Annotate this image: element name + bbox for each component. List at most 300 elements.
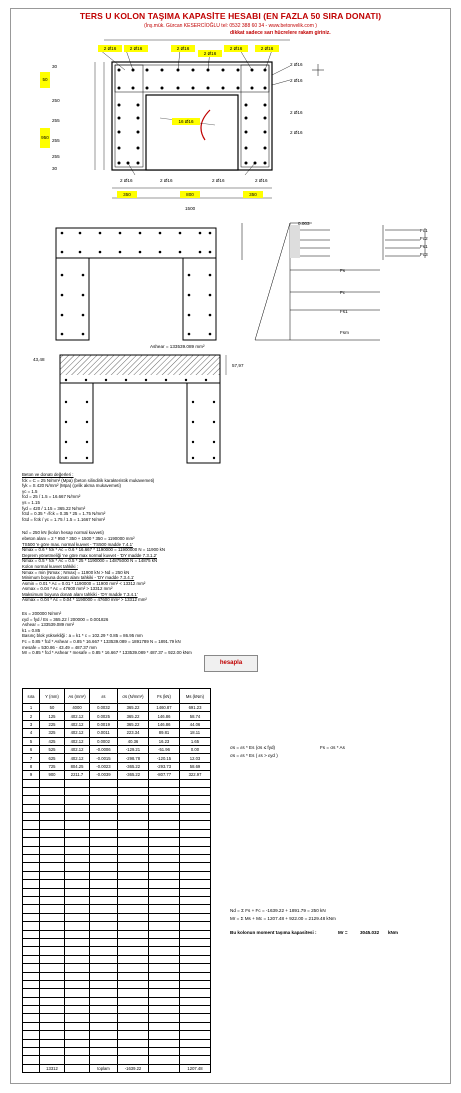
table-cell-empty	[149, 813, 180, 821]
table-cell: 0.0032	[90, 704, 118, 712]
table-row-empty	[23, 1006, 211, 1014]
table-cell-empty	[149, 804, 180, 812]
table-cell-empty	[118, 796, 149, 804]
table-cell-empty	[90, 787, 118, 795]
table-footer-cell	[23, 1064, 40, 1072]
table-cell-empty	[65, 838, 90, 846]
input-note: dikkat sadece sarı hücrelere rakam giriniz.	[230, 30, 331, 36]
table-cell-empty	[40, 964, 65, 972]
calc-line: Asmax = 0.04 * Ac = 47600 mm² > 13312 mm²	[22, 586, 113, 592]
force-fsm: Fsm	[340, 330, 349, 335]
table-cell-empty	[65, 972, 90, 980]
table-row	[23, 712, 211, 720]
table-cell-empty	[90, 821, 118, 829]
table-cell-empty	[23, 863, 40, 871]
dim-bottom-1[interactable]: 350	[117, 191, 137, 198]
dim-left-b: 250	[52, 98, 60, 103]
table-footer-cell: -1639.22	[118, 1064, 149, 1072]
table-cell-empty	[90, 813, 118, 821]
table-cell-empty	[90, 1048, 118, 1056]
table-cell-empty	[149, 913, 180, 921]
table-cell-empty	[90, 1056, 118, 1064]
table-cell: 2211.7	[65, 771, 90, 779]
table-cell-empty	[23, 821, 40, 829]
rebar-top-6[interactable]: 2 Ø16	[255, 45, 279, 52]
table-footer-cell: toplam	[90, 1064, 118, 1072]
table-cell-empty	[65, 922, 90, 930]
table-cell-empty	[65, 821, 90, 829]
table-cell-empty	[90, 880, 118, 888]
calc-line: Nmax = 0.6 * fck * Ac = 0.6 * 16.667 * 1190000 = 11900000 N = 11900 kN	[22, 547, 166, 553]
table-cell-empty	[118, 997, 149, 1005]
table-cell-empty	[180, 779, 211, 787]
table-cell: 625	[40, 754, 65, 762]
rebar-right-1: 2 Ø16	[290, 62, 303, 67]
table-cell-empty	[118, 1039, 149, 1047]
table-row	[23, 729, 211, 737]
dim-bottom-2[interactable]: 800	[180, 191, 200, 198]
table-cell: -365.22	[118, 771, 149, 779]
capacity-value: 3045.032	[360, 930, 380, 935]
table-cell-empty	[180, 997, 211, 1005]
table-cell: 402.12	[65, 729, 90, 737]
dim-left-height[interactable]: 950	[40, 128, 50, 148]
calc-line: fyd = 420 / 1.15 = 365.22 N/mm²	[22, 505, 86, 511]
table-cell-empty	[118, 1006, 149, 1014]
table-cell-empty	[23, 972, 40, 980]
table-cell-empty	[90, 913, 118, 921]
table-cell-empty	[23, 1048, 40, 1056]
table-cell-empty	[90, 838, 118, 846]
formula-c: Fs = σs * As	[320, 745, 345, 750]
table-cell-empty	[40, 905, 65, 913]
table-row-empty	[23, 846, 211, 854]
rebar-top-2[interactable]: 2 Ø16	[124, 45, 148, 52]
table-cell-empty	[65, 880, 90, 888]
table-cell-empty	[90, 1014, 118, 1022]
table-cell-empty	[118, 964, 149, 972]
table-row-empty	[23, 896, 211, 904]
table-cell: 804.25	[65, 762, 90, 770]
table-cell-empty	[40, 938, 65, 946]
table-cell-empty	[40, 1014, 65, 1022]
table-row	[23, 720, 211, 728]
table-cell-empty	[149, 1056, 180, 1064]
table-cell-empty	[118, 1014, 149, 1022]
dim-left-a: 30	[52, 64, 58, 69]
table-cell-empty	[65, 871, 90, 879]
table-cell-empty	[23, 938, 40, 946]
table-cell-empty	[118, 804, 149, 812]
table-cell-empty	[180, 888, 211, 896]
table-cell-empty	[118, 938, 149, 946]
table-cell-empty	[180, 871, 211, 879]
fc3-label: Fc3	[420, 252, 428, 257]
table-cell-empty	[180, 947, 211, 955]
table-cell: -0.0006	[90, 745, 118, 753]
table-row-empty	[23, 787, 211, 795]
calc-line: Mr = 0.85 * fcd * Ashear * mesafe = 0.85 * 16.667 * 133539.089 * 487.37 = 922.00 kNm	[22, 650, 192, 656]
table-cell: 40.36	[118, 737, 149, 745]
table-cell: 402.12	[65, 737, 90, 745]
table-cell-empty	[149, 997, 180, 1005]
calc-line: fctd = fctk / γc = 1.75 / 1.5 = 1.1667 N/mm²	[22, 516, 106, 522]
table-cell: 18.11	[180, 729, 211, 737]
rebar-bottom-2: 2 Ø16	[160, 178, 173, 183]
table-cell-empty	[90, 888, 118, 896]
table-cell-empty	[40, 980, 65, 988]
table-cell-empty	[40, 821, 65, 829]
table-footer-cell	[65, 1064, 90, 1072]
table-cell-empty	[180, 804, 211, 812]
table-row-empty	[23, 796, 211, 804]
table-cell: -807.77	[149, 771, 180, 779]
table-cell-empty	[149, 955, 180, 963]
table-cell-empty	[23, 997, 40, 1005]
table-row-empty	[23, 863, 211, 871]
table-cell-empty	[40, 796, 65, 804]
table-cell: 0.0019	[90, 720, 118, 728]
table-cell-empty	[23, 930, 40, 938]
table-cell-empty	[149, 888, 180, 896]
rebar-top-3[interactable]: 2 Ø16	[171, 45, 195, 52]
calc-line: Nd = 250 kN (kolon hesap normal kuvveti)	[22, 530, 104, 536]
table-cell-empty	[23, 1031, 40, 1039]
table-row-empty	[23, 964, 211, 972]
table-row-empty	[23, 871, 211, 879]
table-cell-empty	[40, 1022, 65, 1030]
table-cell-empty	[180, 863, 211, 871]
table-cell-empty	[180, 1014, 211, 1022]
table-cell-empty	[23, 1022, 40, 1030]
table-cell-empty	[149, 905, 180, 913]
table-cell-empty	[118, 880, 149, 888]
calc-line: εyd = fyd / Es = 365.22 / 200000 = 0.001826	[22, 616, 109, 622]
table-cell-empty	[40, 947, 65, 955]
table-row-empty	[23, 913, 211, 921]
table-cell-empty	[40, 896, 65, 904]
table-cell-empty	[23, 871, 40, 879]
table-cell-empty	[149, 779, 180, 787]
compression-block-diagram	[0, 350, 461, 470]
table-cell-empty	[180, 846, 211, 854]
table-row-empty	[23, 1048, 211, 1056]
table-cell-empty	[90, 796, 118, 804]
table-cell-empty	[65, 787, 90, 795]
table-cell-empty	[65, 779, 90, 787]
table-cell: 725	[40, 762, 65, 770]
table-cell: 0.0002	[90, 737, 118, 745]
page-title: TERS U KOLON TAŞIMA KAPASİTE HESABI (EN FAZLA 50 SIRA DONATI)	[79, 11, 382, 21]
table-cell: 58.74	[180, 712, 211, 720]
table-cell-empty	[180, 922, 211, 930]
table-cell-empty	[65, 896, 90, 904]
table-row-empty	[23, 1022, 211, 1030]
table-cell: 5	[23, 737, 40, 745]
table-cell: -298.78	[118, 754, 149, 762]
table-cell-empty	[23, 779, 40, 787]
capacity-symbol: Mr =	[338, 930, 348, 935]
table-row	[23, 704, 211, 712]
formula-a: σs = εs * Es (σs ≤ fyd)	[230, 745, 276, 750]
table-cell-empty	[65, 1039, 90, 1047]
table-cell-empty	[90, 829, 118, 837]
table-cell: 125	[40, 712, 65, 720]
table-row-empty	[23, 930, 211, 938]
table-cell-empty	[118, 896, 149, 904]
table-row-empty	[23, 779, 211, 787]
table-cell-empty	[65, 1014, 90, 1022]
table-cell-empty	[118, 972, 149, 980]
calc-line: mesafe = 530.86 - 43.49 = 487.37 mm	[22, 644, 97, 650]
rebar-bottom-1: 2 Ø16	[120, 178, 133, 183]
table-cell-empty	[65, 955, 90, 963]
force-fs: Fs	[340, 268, 346, 273]
table-cell-empty	[149, 972, 180, 980]
table-cell-empty	[180, 896, 211, 904]
table-cell-empty	[40, 813, 65, 821]
table-cell-empty	[40, 1006, 65, 1014]
table-cell: 3	[23, 720, 40, 728]
table-cell-empty	[65, 855, 90, 863]
table-cell-empty	[118, 838, 149, 846]
table-cell-empty	[23, 804, 40, 812]
table-cell-empty	[65, 1056, 90, 1064]
table-cell-empty	[23, 913, 40, 921]
table-cell-empty	[65, 1048, 90, 1056]
table-cell-empty	[23, 1006, 40, 1014]
table-cell-empty	[65, 804, 90, 812]
table-row	[23, 762, 211, 770]
col-header: As (mm²)	[65, 689, 90, 704]
rebar-top-5[interactable]: 2 Ø16	[224, 45, 248, 52]
calc-line: k1 = 0.85	[22, 627, 41, 633]
table-cell-empty	[23, 846, 40, 854]
calc-line: Nmax = min (Nmax ; Nmax) = 11900 kN > Nd = 250 kN	[22, 569, 130, 575]
calc-line: γs = 1.15	[22, 499, 40, 505]
table-cell-empty	[40, 846, 65, 854]
table-cell-empty	[40, 880, 65, 888]
table-cell: 900	[40, 771, 65, 779]
table-cell-empty	[149, 989, 180, 997]
table-cell: 89.81	[149, 729, 180, 737]
table-cell-empty	[23, 955, 40, 963]
table-cell: 402.12	[65, 720, 90, 728]
table-cell-empty	[149, 1039, 180, 1047]
table-footer-cell: 13312	[40, 1064, 65, 1072]
table-cell-empty	[40, 829, 65, 837]
left-block-value: 43,48	[33, 357, 45, 362]
table-cell-empty	[180, 1022, 211, 1030]
table-cell-empty	[23, 888, 40, 896]
table-cell: -0.0023	[90, 762, 118, 770]
table-cell: 365.22	[118, 704, 149, 712]
table-cell: 322.97	[180, 771, 211, 779]
table-cell-empty	[149, 829, 180, 837]
calc-line: Asmin = 0.01 * Ac = 0.01 * 1190000 = 11900 mm² < 13312 mm²	[22, 580, 146, 586]
dim-total-width: 1500	[185, 206, 196, 211]
table-row-empty	[23, 955, 211, 963]
table-cell-empty	[65, 888, 90, 896]
calculation-block	[22, 472, 192, 656]
table-cell: 425	[40, 737, 65, 745]
table-cell: 1460.87	[149, 704, 180, 712]
rebar-top-1[interactable]: 2 Ø16	[98, 45, 122, 52]
table-row-empty	[23, 1014, 211, 1022]
calc-line: Basınç blok yüksekliği : a = k1 * c = 102.29 * 0.85 = 86.95 mm	[22, 633, 143, 639]
table-cell: 223.34	[118, 729, 149, 737]
table-cell-empty	[23, 1039, 40, 1047]
table-cell-empty	[65, 829, 90, 837]
table-cell-empty	[180, 905, 211, 913]
fc1-label: Fc1	[420, 228, 428, 233]
table-cell-empty	[149, 1031, 180, 1039]
table-cell-empty	[180, 930, 211, 938]
table-cell-empty	[149, 787, 180, 795]
table-cell-empty	[118, 855, 149, 863]
table-cell-empty	[65, 989, 90, 997]
table-cell-empty	[118, 1022, 149, 1030]
table-cell: -120.15	[149, 754, 180, 762]
table-cell-empty	[180, 880, 211, 888]
col-header: Y (mm)	[40, 689, 65, 704]
capacity-unit: kNm	[388, 930, 398, 935]
calc-line: Kolon normal kuvvet tahkiki :	[22, 563, 78, 569]
table-row-empty	[23, 855, 211, 863]
fs1-label: Fs1	[420, 244, 428, 249]
calc-line: fck = C = 25 N/mm² (Mpa) (beton silindirik karakteristik mukavemeti)	[22, 477, 155, 483]
table-cell-empty	[180, 955, 211, 963]
table-row-empty	[23, 972, 211, 980]
table-cell: 44.06	[180, 720, 211, 728]
table-cell: -0.0015	[90, 754, 118, 762]
table-cell-empty	[180, 1048, 211, 1056]
table-cell: 9	[23, 771, 40, 779]
table-row-empty	[23, 989, 211, 997]
table-cell: 12.03	[180, 754, 211, 762]
table-cell-empty	[180, 1006, 211, 1014]
table-cell-empty	[65, 997, 90, 1005]
calc-line: Minimum boyuna donatı alanı tahkiki - 'DY madde 7.3.4.1'	[22, 575, 135, 581]
table-cell-empty	[118, 1056, 149, 1064]
table-header-row	[23, 689, 211, 704]
calc-line: Maksimum boyuna donatı alanı tahkiki - 'DY madde 7.3.4.1'	[22, 591, 138, 597]
table-cell-empty	[90, 1006, 118, 1014]
table-footer-row	[23, 1064, 211, 1072]
table-row-empty	[23, 938, 211, 946]
table-cell-empty	[65, 846, 90, 854]
calc-line: Deprem yönetmeliği 'ne göre max normal kuvvet - 'DY madde 7.3.1.2'	[22, 552, 157, 558]
table-cell-empty	[118, 1031, 149, 1039]
summary-line-2: Mr = Σ Ms + Mc = 1207.48 + 922.00 = 2129.48 kNm	[230, 916, 336, 921]
ashear-label: Ashear = 133539.089 mm²	[150, 344, 205, 349]
calc-line: Ashear = 133539.089 mm²	[22, 622, 75, 628]
table-cell-empty	[180, 787, 211, 795]
table-cell-empty	[180, 938, 211, 946]
table-cell-empty	[180, 989, 211, 997]
table-cell: 146.86	[149, 720, 180, 728]
table-cell-empty	[149, 947, 180, 955]
table-cell-empty	[90, 779, 118, 787]
table-cell: 1	[23, 704, 40, 712]
table-cell-empty	[90, 1031, 118, 1039]
summary-line-1: Nd = Σ Fs + Fc = -1639.22 + 1891.79 = 250 kN	[230, 908, 326, 913]
table-cell: -365.22	[118, 762, 149, 770]
table-cell-empty	[149, 980, 180, 988]
table-cell: 4	[23, 729, 40, 737]
table-cell-empty	[90, 1022, 118, 1030]
table-cell-empty	[40, 1048, 65, 1056]
col-header: εs	[90, 689, 118, 704]
table-cell-empty	[149, 846, 180, 854]
rebar-bottom-4: 2 Ø16	[255, 178, 268, 183]
table-cell: 4000	[65, 704, 90, 712]
strain-diagram	[0, 220, 461, 350]
calc-line: TS500 'e göre max. normal kuvvet - 'TS500 madde 7.4.1'	[22, 541, 133, 547]
table-cell: 7	[23, 754, 40, 762]
calc-line: Asmax = 0.04 * Ac = 0.04 * 1190000 = 47600 mm² > 13312 mm²	[22, 597, 147, 603]
table-cell-empty	[40, 787, 65, 795]
table-cell: 691.23	[180, 704, 211, 712]
dim-left-c: 255	[52, 118, 60, 123]
table-cell: 6	[23, 745, 40, 753]
table-cell-empty	[65, 796, 90, 804]
table-cell-empty	[23, 813, 40, 821]
table-cell-empty	[40, 863, 65, 871]
table-cell-empty	[90, 972, 118, 980]
rebar-top-4[interactable]: 2 Ø16	[198, 50, 222, 57]
calc-line: fyk = S 420 N/mm² (Mpa) (çelik akma mukavemeti)	[22, 483, 121, 489]
force-fc: Fc	[340, 290, 346, 295]
dim-left-d: 255	[52, 138, 60, 143]
table-cell-empty	[40, 922, 65, 930]
calculate-button[interactable]: hesapla	[204, 655, 258, 672]
rebar-middle[interactable]: 16 Ø16	[172, 118, 200, 125]
table-cell-empty	[65, 947, 90, 955]
table-cell-empty	[118, 813, 149, 821]
table-cell: 525	[40, 745, 65, 753]
table-cell-empty	[90, 980, 118, 988]
page-subtitle: (İnş.mük. Gürcan KESERCİOĞLU tel: 0532 388 60 34 - www.betonvelik.com )	[144, 23, 317, 29]
table-cell-empty	[90, 863, 118, 871]
table-cell-empty	[23, 1014, 40, 1022]
table-cell-empty	[118, 922, 149, 930]
table-row-empty	[23, 804, 211, 812]
dim-bottom-3[interactable]: 350	[243, 191, 263, 198]
table-cell-empty	[65, 938, 90, 946]
table-cell-empty	[90, 846, 118, 854]
table-row	[23, 771, 211, 779]
table-cell-empty	[40, 972, 65, 980]
table-cell: 0.0025	[90, 712, 118, 720]
table-cell-empty	[149, 938, 180, 946]
table-cell-empty	[40, 779, 65, 787]
table-cell-empty	[118, 846, 149, 854]
table-cell-empty	[180, 838, 211, 846]
dim-left-1[interactable]: 50	[40, 72, 50, 88]
calc-line: Nmax = 0.5 * fck * Ac = 0.5 * 25 * 1190000 = 14875000 N = 14875 kN	[22, 558, 158, 564]
table-cell-empty	[40, 913, 65, 921]
table-cell-empty	[149, 1048, 180, 1056]
table-cell-empty	[118, 913, 149, 921]
table-cell-empty	[180, 1039, 211, 1047]
table-cell: 0.00	[180, 745, 211, 753]
force-fs1: Fs1	[340, 309, 348, 314]
table-cell-empty	[40, 871, 65, 879]
table-cell-empty	[90, 955, 118, 963]
table-cell-empty	[23, 1056, 40, 1064]
table-cell-empty	[149, 1014, 180, 1022]
